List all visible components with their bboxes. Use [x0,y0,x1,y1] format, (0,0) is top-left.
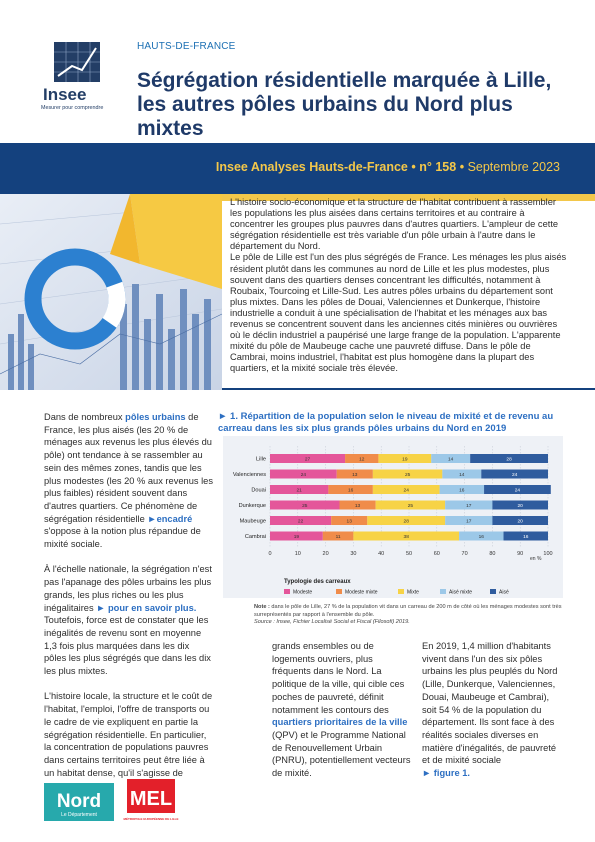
category-label: Dunkerque [238,503,266,509]
publication-name: Insee Analyses Hauts-de-France [215,160,408,174]
page-title [137,69,577,141]
figure-note [254,604,564,627]
bar-data-label: 24 [403,488,409,494]
note-text: dans le pôle de Lille, 27 % de la population vit dans un carreau de 200 m de côté où les ménages modestes sont très surreprésentés par rapport à l'ensemble du pôle. [254,604,562,618]
bar-data-label: 25 [407,503,414,509]
nord-logo-name: Nord [56,791,102,812]
text-run: À l'échelle nationale, la ségrégation n'est pas l'apanage des pôles urbains les plus grands, les plus riches ou les plus inégalitaires [44,564,212,613]
region-label: HAUTS-DE-FRANCE [137,41,236,52]
bar-data-label: 21 [296,488,302,494]
x-tick-label: 60 [433,551,440,557]
chart-unit: en % [530,556,542,562]
bar-data-label: 24 [511,472,518,478]
bar-data-label: 13 [354,503,361,509]
left-column [44,411,214,792]
left-paragraph-3: L'histoire locale, la structure et le coût de l'habitat, l'emploi, l'offre de transports ou le cadre de vie expliquent en partie la ségrégation résidentielle. En particulier, la concentration de populations pauvres dans certains territoires peut être liée à un habitat dense, qu'il s'agisse de [44,691,213,778]
arrow-icon: ► [422,768,432,779]
stacked-bar-chart [218,436,568,598]
category-label: Maubeuge [239,518,266,525]
bar-data-label: 28 [506,457,512,463]
bar-data-label: 25 [404,472,411,478]
right-column [422,640,562,780]
text-run: Toutefois, force est de constater que les inégalités de revenu sont en moyenne 1,3 fois plus marquées dans les dix pôles les plus ségrégés que dans les dix les plus mixtes. [44,615,211,677]
insee-logo-tagline: Mesurer pour comprendre [41,105,104,111]
legend-swatch [440,589,446,594]
bar-data-label: 13 [352,472,358,478]
bar-data-label: 16 [347,488,354,494]
publication-info [0,160,560,174]
legend-swatch [284,589,290,594]
x-tick-label: 70 [461,551,468,557]
text-run: Dans de nombreux [44,412,126,422]
category-label: Lille [256,456,266,463]
mel-logo-tagline: MÉTROPOLE EUROPÉENNE DE LILLE [123,817,179,821]
legend-label: Aisé [499,589,509,596]
title-line-2: les autres pôles urbains du Nord plus mixtes [137,93,513,140]
figure-source: Source : Insee, Fichier Localisé Social et Fiscal (Filosofi) 2019. [254,619,410,625]
bar-data-label: 25 [302,503,308,509]
bar-data-label: 16 [523,534,529,540]
x-tick-label: 30 [350,551,357,557]
bar-data-label: 19 [402,457,408,463]
text-run: En 2019, 1,4 million d'habitants vivent dans l'un des six pôles urbains les plus peuplés du Nord (Lille, Dunkerque, Valenciennes, Douai, Maubeuge et Cambrai), soit 54 % de la population du département. Ils sont face à des réalités sociales diverses en matière d'inégalités, de pauvreté et de mixité sociale [422,641,558,766]
bar-data-label: 38 [403,534,409,540]
figure-title-text: 1. Répartition de la population selon le niveau de mixité et de revenu au carreau dans les six plus grands pôles urbains du Nord en 2019 [218,411,554,434]
bar-data-label: 27 [304,457,311,463]
legend-title: Typologie des carreaux [284,579,351,585]
bar-data-label: 20 [517,519,523,525]
middle-column [272,640,412,780]
legend-label: Aisé mixte [449,589,473,596]
title-line-1: Ségrégation résidentielle marquée à Lille, [137,69,552,92]
x-tick-label: 0 [268,551,272,557]
link-encadre[interactable]: encadré [156,513,193,524]
text-run: de France, les plus aisés (les 20 % de ménages aux revenus les plus élevés du pôle) ont tendance à se rassembler au sein des mêmes zones, tandis que les plus modestes (les 20 % aux revenus les plus faibles) résident souvent dans d'autres quartiers. Ce phénomène de ségrégation résidentielle [44,412,213,524]
category-label: Douai [251,487,266,494]
middle-paragraph [272,640,412,780]
bar-data-label: 14 [459,472,465,478]
bar-data-label: 12 [359,457,365,463]
summary-paragraph-1: L'histoire socio-économique et la structure de l'habitat contribuent à rassembler les populations les plus aisées dans certains territoires et au contraire à concentrer les groupes plus pauvres dans d'autres quartiers. L'ampleur de cette ségrégation résidentielle est très variable d'un pôle urbain à l'autre dans le département du Nord. [230,197,559,252]
bar-data-label: 22 [297,519,304,525]
summary-rule [222,388,595,390]
x-tick-label: 40 [378,551,385,557]
bar-data-label: 17 [466,519,472,525]
bar-data-label: 14 [448,457,454,463]
x-tick-label: 20 [322,551,329,557]
bar-data-label: 16 [459,488,465,494]
legend-label: Modeste [293,589,313,596]
note-label: Note : [254,604,270,610]
arrow-icon: ► [96,602,106,613]
cover-illustration [0,194,222,390]
bar-data-label: 16 [478,534,484,540]
band-separator: • [459,160,465,174]
summary-paragraph-2: Le pôle de Lille est l'un des plus ségrégés de France. Les ménages les plus aisés résident plutôt dans les communes au nord de Lille et les plus modestes, plus souvent dans des quartiers denses concentrant les difficultés, notamment à Roubaix, Tourcoing et Lille-Sud. Les autres pôles urbains du département sont plus mixtes. Dans les pôles de Douai, Valenciennes et Dunkerque, l'histoire industrielle a conduit à une spécialisation de l'habitat et les ménages aux bas revenus se concentrent souvent dans les anciennes cités minières ou ouvrières où le déclin industriel a paupérisé une large frange de la population. L'apparente mixité du pôle de Maubeuge cache une pauvreté diffuse. Dans le pôle de Cambrai, moins industriel, l'habitat est plus homogène dans la plupart des quartiers, et la mixité sociale très élevée. [230,252,567,374]
link-poles-urbains[interactable]: pôles urbains [125,412,186,422]
text-run: (QPV) et le Programme National de Renouvellement Urbain (PNRU), potentiellement vecteurs de mixité. [272,729,411,779]
bar-data-label: 24 [514,488,521,494]
left-paragraph-2 [44,563,214,677]
publication-number: n° 158 [419,160,457,174]
arrow-icon: ► [147,513,157,524]
text-run: s'oppose à la notion plus répandue de mixité sociale. [44,526,201,550]
category-label: Valenciennes [232,472,266,478]
insee-logo[interactable] [38,40,120,112]
bar-data-label: 11 [335,534,341,540]
link-pour-en-savoir-plus[interactable]: pour en savoir plus. [108,602,197,613]
right-paragraph [422,640,562,780]
bar-data-label: 20 [517,503,523,509]
bar-data-label: 24 [300,472,307,478]
mel-logo[interactable] [123,779,179,827]
nord-logo-tagline: Le Département [61,812,97,818]
x-tick-label: 80 [489,551,496,557]
bar-data-label: 28 [403,519,409,525]
insee-logo-name: Insee [43,85,87,104]
left-paragraph-1 [44,411,214,551]
x-tick-label: 90 [517,551,524,557]
legend-label: Mixte [407,589,419,596]
category-label: Cambrai [244,534,266,540]
x-tick-label: 10 [294,551,301,557]
legend-swatch [490,589,496,594]
link-figure-1[interactable]: figure 1. [433,768,470,779]
publication-date: Septembre 2023 [467,160,560,174]
nord-logo[interactable] [44,783,114,821]
band-separator: • [411,160,416,174]
mel-logo-name: MEL [129,788,173,810]
legend-label: Modeste mixte [345,589,378,596]
text-run: grands ensembles ou de logements ouvriers, plus fréquents dans le Nord. La politique de la ville, qui cible ces poches de pauvreté, définit notamment les contours des [272,641,405,715]
figure-title [218,411,556,435]
bar-data-label: 17 [466,503,472,509]
bar-data-label: 19 [293,534,300,540]
arrow-icon: ► [218,411,228,422]
legend-swatch [336,589,342,594]
summary [230,197,570,375]
x-tick-label: 50 [405,551,413,557]
legend-swatch [398,589,404,594]
x-tick-label: 100 [543,551,553,557]
bar-data-label: 13 [346,519,352,525]
link-qpv[interactable]: quartiers prioritaires de la ville [272,717,408,728]
